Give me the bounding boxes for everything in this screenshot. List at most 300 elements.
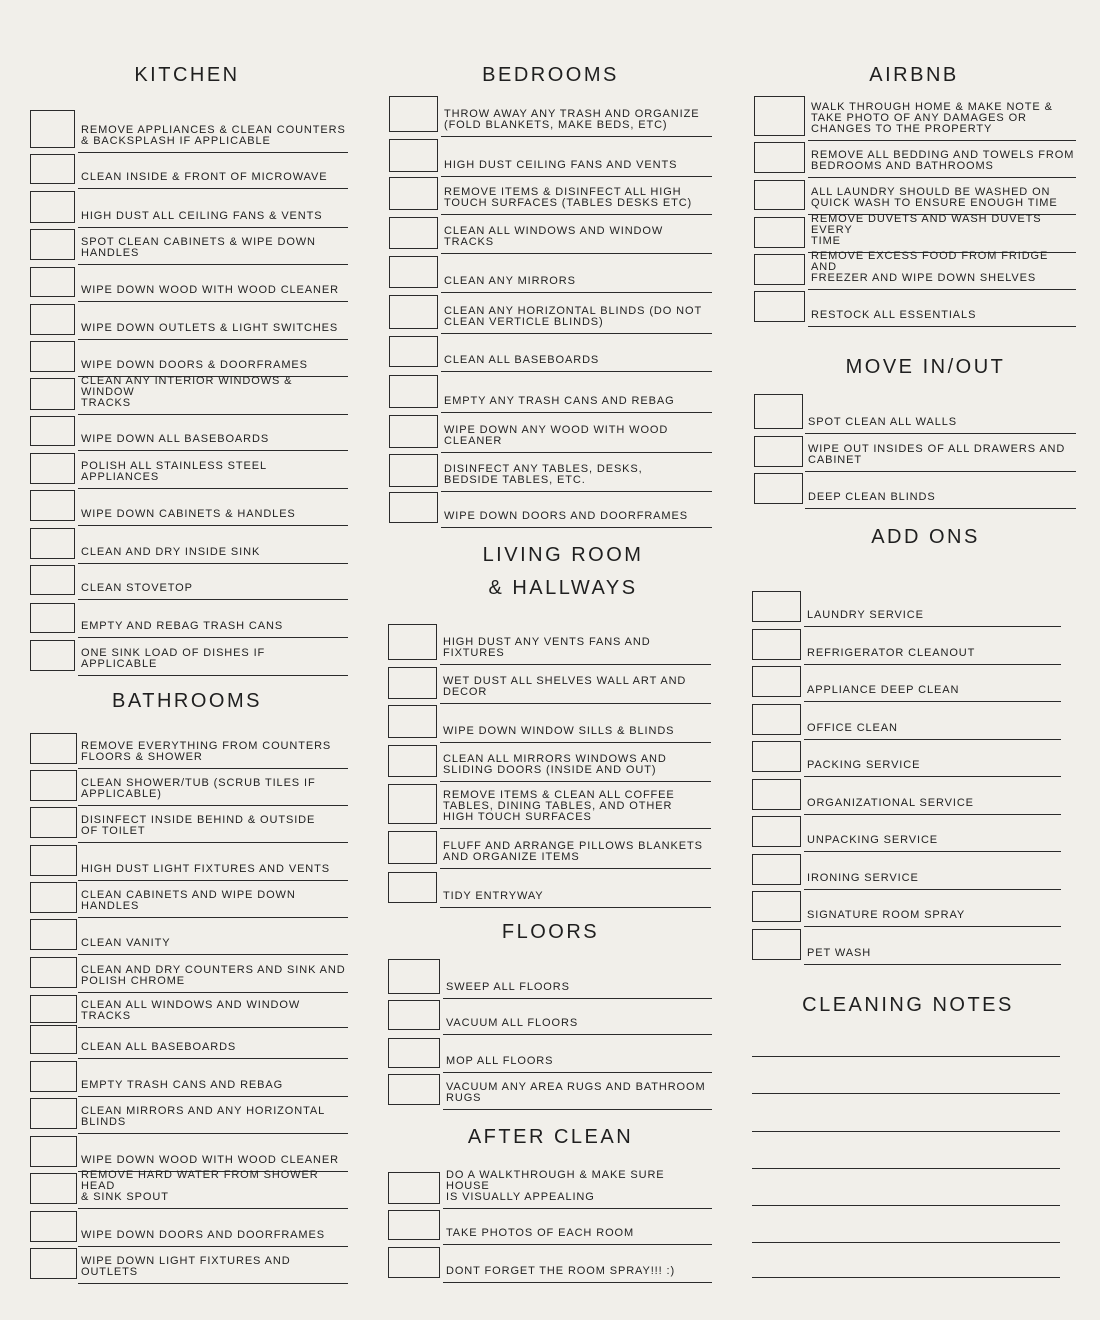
note-line[interactable] [752,1056,1060,1057]
item-underline [804,701,1061,702]
item-label-high-dust-any-vents-fans-and-fixtures: HIGH DUST ANY VENTS FANS AND FIXTURES [443,636,651,659]
checklist-item [388,745,711,777]
checkbox[interactable] [30,995,77,1023]
checkbox[interactable] [388,624,437,660]
checkbox[interactable] [30,733,77,764]
item-underline [78,675,348,676]
floors-title: FLOORS [501,921,600,943]
checklist-item [30,603,348,633]
checklist-item [30,807,348,838]
item-underline [78,525,348,526]
checklist-item [752,891,1061,922]
item-underline [441,253,712,254]
item-underline [808,289,1076,290]
item-underline [78,339,348,340]
item-label-wipe-down-doors-and-doorframes: WIPE DOWN DOORS AND DOORFRAMES [81,1229,325,1241]
item-label-polish-all-stainless-steel-appliances: POLISH ALL STAINLESS STEEL APPLIANCES [81,460,268,483]
checklist-item [388,1000,712,1030]
item-underline [804,851,1061,852]
item-underline [78,152,348,153]
item-underline [440,868,711,869]
checkbox[interactable] [30,1025,77,1054]
checkbox[interactable] [30,341,75,372]
item-label-empty-trash-cans-and-rebag: EMPTY TRASH CANS AND REBAG [81,1079,284,1091]
checklist-item [30,1025,348,1054]
item-label-high-dust-ceiling-fans-and-vents: HIGH DUST CEILING FANS AND VENTS [444,159,678,171]
item-underline [808,326,1076,327]
item-label-clean-stovetop: CLEAN STOVETOP [81,582,193,594]
item-label-clean-all-windows-and-window-tracks: CLEAN ALL WINDOWS AND WINDOW TRACKS [444,225,664,248]
item-label-packing-service: PACKING SERVICE [807,759,921,771]
item-underline [78,768,348,769]
checkbox[interactable] [754,436,803,467]
checklist-item [388,1210,712,1240]
checkbox[interactable] [389,295,438,329]
checkbox[interactable] [30,640,75,671]
checklist-item [30,1061,348,1092]
item-label-wipe-down-any-wood-with-wood-cleaner: WIPE DOWN ANY WOOD WITH WOOD CLEANER [444,424,669,447]
checklist-item [388,1247,712,1278]
move-in-out-title: MOVE IN/OUT [845,356,1006,378]
checkbox[interactable] [30,807,77,838]
item-underline [440,664,711,665]
after-clean-title: AFTER CLEAN [467,1126,634,1148]
item-label-take-photos-of-each-room: TAKE PHOTOS OF EACH ROOM [446,1227,635,1239]
item-label-remove-excess-food-from-fridge-and-freez: REMOVE EXCESS FOOD FROM FRIDGE AND FREEZER AND WIPE DOWN SHELVES [811,250,1049,284]
item-underline [78,1133,348,1134]
item-label-clean-all-windows-and-window-tracks: CLEAN ALL WINDOWS AND WINDOW TRACKS [81,999,301,1022]
checkbox[interactable] [388,1247,440,1278]
item-underline [805,508,1076,509]
checkbox[interactable] [388,745,437,777]
item-underline [443,1282,712,1283]
item-underline [78,264,348,265]
item-label-clean-mirrors-and-any-horizontal-blinds: CLEAN MIRRORS AND ANY HORIZONTAL BLINDS [81,1105,326,1128]
checkbox[interactable] [754,180,805,210]
item-label-pet-wash: PET WASH [807,947,872,959]
item-label-ironing-service: IRONING SERVICE [807,872,919,884]
checkbox[interactable] [752,816,801,847]
checkbox[interactable] [389,492,438,523]
item-underline [78,1096,348,1097]
checklist-item [30,375,348,410]
item-underline [78,188,348,189]
item-label-throw-away-any-trash-and-organize-fold-b: THROW AWAY ANY TRASH AND ORGANIZE (FOLD BLANKETS, MAKE BEDS, ETC) [444,108,700,131]
item-underline [808,177,1076,178]
item-label-wipe-down-outlets-light-switches: WIPE DOWN OUTLETS & LIGHT SWITCHES [81,322,339,334]
item-label-wipe-down-window-sills-blinds: WIPE DOWN WINDOW SILLS & BLINDS [443,725,675,737]
checklist-item [30,1248,348,1279]
checkbox[interactable] [754,291,805,322]
checklist-item [30,640,348,671]
checklist-item [30,191,348,223]
item-underline [78,1208,348,1209]
checklist-item [30,919,348,950]
checkbox[interactable] [30,267,75,297]
checklist-item [752,929,1061,960]
item-label-clean-all-baseboards: CLEAN ALL BASEBOARDS [81,1041,237,1053]
checklist-item [754,142,1076,173]
item-label-signature-room-spray: SIGNATURE ROOM SPRAY [807,909,966,921]
item-label-fluff-and-arrange-pillows-blankets-and-o: FLUFF AND ARRANGE PILLOWS BLANKETS AND ORGANIZE ITEMS [443,840,703,863]
checkbox[interactable] [752,591,801,622]
item-label-tidy-entryway: TIDY ENTRYWAY [443,890,544,902]
item-label-remove-items-disinfect-all-high-touch-su: REMOVE ITEMS & DISINFECT ALL HIGH TOUCH SURFACES (TABLES DESKS ETC) [444,186,693,209]
item-label-disinfect-any-tables-desks-bedside-table: DISINFECT ANY TABLES, DESKS, BEDSIDE TABLES, ETC. [444,463,643,486]
item-label-remove-everything-from-counters-floors-s: REMOVE EVERYTHING FROM COUNTERS FLOORS & SHOWER [81,740,332,763]
checkbox[interactable] [30,304,75,335]
checkbox[interactable] [388,705,437,738]
note-line[interactable] [752,1093,1060,1094]
item-label-wipe-down-all-baseboards: WIPE DOWN ALL BASEBOARDS [81,433,270,445]
item-underline [78,842,348,843]
checkbox[interactable] [389,454,438,487]
checklist-item [754,473,1076,504]
item-label-wet-dust-all-shelves-wall-art-and-decor: WET DUST ALL SHELVES WALL ART AND DECOR [443,675,687,698]
item-label-clean-all-mirrors-windows-and-sliding-do: CLEAN ALL MIRRORS WINDOWS AND SLIDING DOORS (INSIDE AND OUT) [443,753,667,776]
item-underline [804,739,1061,740]
checklist-item [389,415,712,448]
checkbox[interactable] [389,375,438,408]
item-label-clean-all-baseboards: CLEAN ALL BASEBOARDS [444,354,600,366]
checklist-item [389,336,712,367]
checkbox[interactable] [30,845,77,876]
checkbox[interactable] [30,565,75,595]
item-label-remove-hard-water-from-shower-head-sink-: REMOVE HARD WATER FROM SHOWER HEAD & SINK SPOUT [81,1169,319,1203]
item-label-disinfect-inside-behind-outside-of-toile: DISINFECT INSIDE BEHIND & OUTSIDE OF TOILET [81,814,316,837]
item-underline [78,954,348,955]
item-underline [78,1058,348,1059]
checkbox[interactable] [752,741,801,772]
item-label-clean-vanity: CLEAN VANITY [81,937,171,949]
checkbox[interactable] [754,473,803,504]
checkbox[interactable] [388,872,437,903]
item-underline [78,227,348,228]
cleaning-notes-title: CLEANING NOTES [802,994,1014,1016]
airbnb-title: AIRBNB [869,64,959,86]
checkbox[interactable] [30,490,75,521]
item-label-high-dust-light-fixtures-and-vents: HIGH DUST LIGHT FIXTURES AND VENTS [81,863,331,875]
item-underline [804,626,1061,627]
item-underline [441,214,712,215]
checklist-item [30,267,348,297]
checkbox[interactable] [754,254,805,285]
checklist-item [752,629,1061,660]
item-underline [441,371,712,372]
item-underline [440,703,711,704]
item-underline [804,664,1061,665]
item-label-vacuum-any-area-rugs-and-bathroom-rugs: VACUUM ANY AREA RUGS AND BATHROOM RUGS [446,1081,706,1104]
checklist-item [30,565,348,595]
item-underline [78,917,348,918]
checkbox[interactable] [30,416,75,446]
kitchen-title: KITCHEN [134,64,240,86]
checkbox[interactable] [30,1098,77,1129]
checkbox[interactable] [388,1038,440,1068]
checklist-item [388,624,711,660]
item-underline [443,998,712,999]
bathrooms-title: BATHROOMS [112,690,262,712]
checkbox[interactable] [389,139,438,172]
checkbox[interactable] [30,957,77,988]
checklist-item [752,816,1061,847]
checkbox[interactable] [30,1248,77,1279]
checkbox[interactable] [388,959,440,994]
checklist-item [754,291,1076,322]
living-room-title: LIVING ROOM [482,544,644,566]
checklist-item [30,957,348,988]
item-label-remove-appliances-clean-counters-backspl: REMOVE APPLIANCES & CLEAN COUNTERS & BACKSPLASH IF APPLICABLE [81,124,346,147]
item-label-remove-duvets-and-wash-duvets-every-time: REMOVE DUVETS AND WASH DUVETS EVERY TIME [811,213,1042,247]
checkbox[interactable] [389,96,438,132]
checkbox[interactable] [389,177,438,210]
checkbox[interactable] [752,854,801,885]
item-underline [78,992,348,993]
checkbox[interactable] [30,528,75,559]
checklist-item [30,110,348,148]
checkbox[interactable] [388,667,437,699]
item-underline [441,136,712,137]
note-line[interactable] [752,1277,1060,1278]
checkbox[interactable] [30,770,77,801]
checkbox[interactable] [752,666,801,697]
item-underline [78,414,348,415]
item-label-empty-and-rebag-trash-cans: EMPTY AND REBAG TRASH CANS [81,620,284,632]
hallways-title: & HALLWAYS [488,577,638,599]
checklist-item [754,436,1076,467]
item-underline [443,1208,712,1209]
item-underline [443,1034,712,1035]
checklist-item [30,770,348,801]
checkbox[interactable] [389,256,438,288]
item-underline [804,776,1061,777]
item-label-wipe-down-wood-with-wood-cleaner: WIPE DOWN WOOD WITH WOOD CLEANER [81,284,339,296]
item-label-office-clean: OFFICE CLEAN [807,722,898,734]
item-underline [78,488,348,489]
checkbox[interactable] [389,217,438,249]
checkbox[interactable] [752,629,801,660]
checkbox[interactable] [30,1211,77,1242]
checklist-item [30,1211,348,1242]
checklist-item [30,1098,348,1129]
checkbox[interactable] [30,110,75,148]
item-label-clean-and-dry-counters-and-sink-and-poli: CLEAN AND DRY COUNTERS AND SINK AND POLISH CHROME [81,964,346,987]
item-underline [78,1246,348,1247]
item-underline [440,828,711,829]
checkbox[interactable] [388,831,437,864]
item-label-dont-forget-the-room-spray: DONT FORGET THE ROOM SPRAY!!! :) [446,1265,676,1277]
item-underline [804,814,1061,815]
checkbox[interactable] [388,1074,440,1105]
item-underline [440,781,711,782]
checkbox[interactable] [388,1172,440,1204]
checklist-item [389,375,712,408]
item-underline [78,599,348,600]
checklist-item [754,394,1076,429]
checklist-item [754,250,1076,285]
checkbox[interactable] [30,1061,77,1092]
item-label-all-laundry-should-be-washed-on-quick-wa: ALL LAUNDRY SHOULD BE WASHED ON QUICK WASH TO ENSURE ENOUGH TIME [811,186,1058,209]
checklist-item [30,1169,348,1204]
item-underline [440,742,711,743]
checklist-item [752,704,1061,735]
item-label-restock-all-essentials: RESTOCK ALL ESSENTIALS [811,309,977,321]
checklist-item [30,154,348,184]
checklist-item [388,667,711,699]
checklist-item [388,831,711,864]
checkbox[interactable] [30,378,75,410]
checkbox[interactable] [752,891,801,922]
item-label-clean-shower-tub-scrub-tiles-if-applicab: CLEAN SHOWER/TUB (SCRUB TILES IF APPLICABLE) [81,777,316,800]
item-label-spot-clean-all-walls: SPOT CLEAN ALL WALLS [808,416,958,428]
item-label-sweep-all-floors: SWEEP ALL FLOORS [446,981,570,993]
item-underline [78,1283,348,1284]
checkbox[interactable] [752,929,801,960]
checklist-item [389,454,712,487]
checkbox[interactable] [30,603,75,633]
item-underline [78,450,348,451]
note-line[interactable] [752,1242,1060,1243]
checklist-item [754,180,1076,210]
checklist-item [30,229,348,260]
checklist-item [388,1169,712,1204]
item-underline [441,292,712,293]
item-label-do-a-walkthrough-make-sure-house-is-visu: DO A WALKTHROUGH & MAKE SURE HOUSE IS VISUALLY APPEALING [446,1169,665,1203]
checklist-item [388,705,711,738]
checkbox[interactable] [30,1173,77,1204]
checklist-item [30,453,348,484]
checklist-item [752,854,1061,885]
item-label-clean-any-mirrors: CLEAN ANY MIRRORS [444,275,576,287]
item-label-one-sink-load-of-dishes-if-applicable: ONE SINK LOAD OF DISHES IF APPLICABLE [81,647,266,670]
checklist-item [389,139,712,172]
checklist-item [752,779,1061,810]
item-underline [441,527,712,528]
item-underline [443,1244,712,1245]
item-label-spot-clean-cabinets-wipe-down-handles: SPOT CLEAN CABINETS & WIPE DOWN HANDLES [81,236,316,259]
checkbox[interactable] [754,394,803,429]
checkbox[interactable] [389,415,438,448]
checkbox[interactable] [754,96,805,136]
checkbox[interactable] [30,453,75,484]
item-underline [78,637,348,638]
item-label-wipe-down-cabinets-handles: WIPE DOWN CABINETS & HANDLES [81,508,296,520]
note-line[interactable] [752,1131,1060,1132]
item-underline [441,333,712,334]
item-label-laundry-service: LAUNDRY SERVICE [807,609,924,621]
checklist-item [389,295,712,329]
item-underline [805,433,1076,434]
checklist-item [30,995,348,1023]
checkbox[interactable] [754,217,805,248]
item-label-remove-items-clean-all-coffee-tables-din: REMOVE ITEMS & CLEAN ALL COFFEE TABLES, DINING TABLES, AND OTHER HIGH TOUCH SURFACES [443,789,675,823]
item-label-wipe-down-light-fixtures-and-outlets: WIPE DOWN LIGHT FIXTURES AND OUTLETS [81,1255,291,1278]
checklist-item [389,256,712,288]
checkbox[interactable] [30,229,75,260]
checklist-item [388,872,711,903]
checkbox[interactable] [754,142,805,173]
checklist-item [388,784,711,824]
item-label-unpacking-service: UNPACKING SERVICE [807,834,939,846]
checklist-item [752,666,1061,697]
item-underline [78,880,348,881]
checklist-item [388,959,712,994]
item-label-empty-any-trash-cans-and-rebag: EMPTY ANY TRASH CANS AND REBAG [444,395,675,407]
checkbox[interactable] [30,882,77,913]
checkbox[interactable] [30,919,77,950]
item-label-wipe-down-wood-with-wood-cleaner: WIPE DOWN WOOD WITH WOOD CLEANER [81,1154,339,1166]
item-underline [441,412,712,413]
checklist-item [752,591,1061,622]
item-label-organizational-service: ORGANIZATIONAL SERVICE [807,797,974,809]
checklist-item [389,217,712,249]
checklist-item [30,416,348,446]
item-label-remove-all-bedding-and-towels-from-bedro: REMOVE ALL BEDDING AND TOWELS FROM BEDROOMS AND BATHROOMS [811,149,1075,172]
item-underline [440,907,711,908]
checkbox[interactable] [30,154,75,184]
checklist-item [754,213,1076,248]
item-underline [443,1109,712,1110]
item-underline [804,964,1061,965]
checkbox[interactable] [752,704,801,735]
checklist-item [30,733,348,764]
item-label-refrigerator-cleanout: REFRIGERATOR CLEANOUT [807,647,976,659]
checklist-item [30,845,348,876]
note-line[interactable] [752,1168,1060,1169]
checklist-item [30,304,348,335]
checklist-item [30,1136,348,1167]
checkbox[interactable] [388,784,437,824]
item-label-clean-cabinets-and-wipe-down-handles: CLEAN CABINETS AND WIPE DOWN HANDLES [81,889,296,912]
checklist-item [388,1074,712,1105]
bedrooms-title: BEDROOMS [482,64,619,86]
item-underline [804,926,1061,927]
checklist-item [388,1038,712,1068]
checkbox[interactable] [388,1000,440,1030]
item-label-clean-any-horizontal-blinds-do-not-clean: CLEAN ANY HORIZONTAL BLINDS (DO NOT CLEAN VERTICLE BLINDS) [444,305,703,328]
add-ons-title: ADD ONS [871,526,980,548]
item-label-vacuum-all-floors: VACUUM ALL FLOORS [446,1017,579,1029]
item-label-appliance-deep-clean: APPLIANCE DEEP CLEAN [807,684,960,696]
checklist-item [30,528,348,559]
checkbox[interactable] [30,1136,77,1167]
item-underline [443,1072,712,1073]
item-label-wipe-down-doors-doorframes: WIPE DOWN DOORS & DOORFRAMES [81,359,308,371]
item-label-wipe-out-insides-of-all-drawers-and-cabi: WIPE OUT INSIDES OF ALL DRAWERS AND CABINET [808,443,1066,466]
item-label-clean-any-interior-windows-window-tracks: CLEAN ANY INTERIOR WINDOWS & WINDOW TRACKS [81,375,293,409]
checkbox[interactable] [30,191,75,223]
item-underline [804,889,1061,890]
item-underline [441,452,712,453]
item-label-clean-inside-front-of-microwave: CLEAN INSIDE & FRONT OF MICROWAVE [81,171,328,183]
checkbox[interactable] [752,779,801,810]
item-label-high-dust-all-ceiling-fans-vents: HIGH DUST ALL CEILING FANS & VENTS [81,210,323,222]
note-line[interactable] [752,1205,1060,1206]
checkbox[interactable] [388,1210,440,1240]
item-label-deep-clean-blinds: DEEP CLEAN BLINDS [808,491,936,503]
item-label-mop-all-floors: MOP ALL FLOORS [446,1055,554,1067]
checklist-item [754,96,1076,136]
checklist-item [389,177,712,210]
checklist-item [389,492,712,523]
item-underline [808,140,1076,141]
item-label-walk-through-home-make-note-take-photo-o: WALK THROUGH HOME & MAKE NOTE & TAKE PHOTO OF ANY DAMAGES OR CHANGES TO THE PROPERTY [811,101,1053,135]
checklist-item [30,490,348,521]
item-underline [805,471,1076,472]
checkbox[interactable] [389,336,438,367]
checklist-item [752,741,1061,772]
item-label-clean-and-dry-inside-sink: CLEAN AND DRY INSIDE SINK [81,546,261,558]
